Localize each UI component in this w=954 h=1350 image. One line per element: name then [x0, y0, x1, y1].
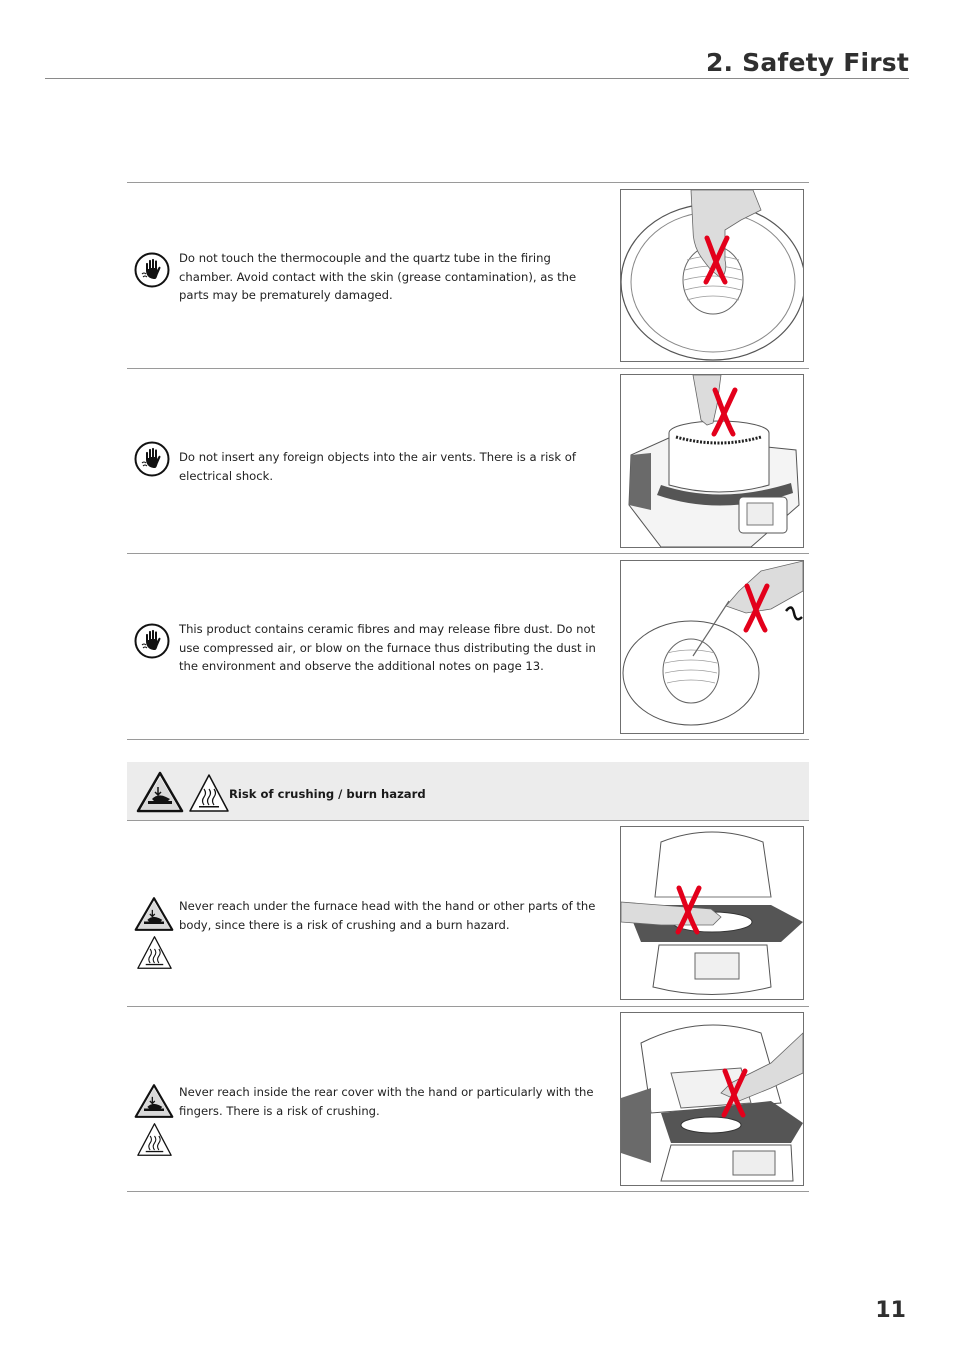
hot-surface-icon	[136, 935, 173, 974]
row-divider	[127, 182, 809, 183]
row-divider	[127, 553, 809, 554]
hot-surface-icon	[188, 773, 230, 817]
row-text: Never reach inside the rear cover with the hand or particularly with the fingers. There is a risk of crushing.	[179, 1085, 594, 1118]
red-x-icon	[673, 885, 703, 935]
no-touch-icon	[134, 441, 170, 481]
red-x-icon	[709, 387, 739, 437]
row-divider	[127, 739, 809, 740]
row-divider	[127, 1191, 809, 1192]
row-text: This product contains ceramic fibres and may release fibre dust. Do not use compressed air, or blow on the furnace thus distributing the dust in the environment and observe the additional notes on page 13.	[179, 622, 596, 673]
no-touch-icon	[134, 623, 170, 663]
red-x-icon	[701, 235, 731, 285]
row-text: Do not insert any foreign objects into the air vents. There is a risk of electrical shock.	[179, 450, 576, 483]
figure-rear-cover	[620, 1012, 804, 1186]
red-x-icon	[741, 583, 771, 633]
hot-surface-icon	[136, 1122, 173, 1161]
hazard-title: Risk of crushing / burn hazard	[229, 787, 426, 801]
header-divider	[45, 78, 909, 79]
row-divider	[127, 1006, 809, 1007]
page-number: 11	[875, 1298, 906, 1323]
row-text: Do not touch the thermocouple and the quartz tube in the firing chamber. Avoid contact with the skin (grease contamination), as the parts may be prematurely damaged.	[179, 251, 577, 302]
crushing-hazard-icon	[134, 895, 174, 937]
figure-furnace-head	[620, 826, 804, 1000]
row-text: Never reach under the furnace head with the hand or other parts of the body, since there is a risk of crushing and a burn hazard.	[179, 899, 596, 932]
page-title: 2. Safety First	[705, 48, 909, 77]
crushing-hazard-icon	[136, 771, 184, 817]
row-divider	[127, 368, 809, 369]
crushing-hazard-icon	[134, 1082, 174, 1124]
figure-air-vents	[620, 374, 804, 548]
red-x-icon	[719, 1068, 749, 1118]
figure-thermocouple	[620, 189, 804, 362]
no-touch-icon	[134, 252, 170, 292]
figure-ceramic-fibres	[620, 560, 804, 734]
